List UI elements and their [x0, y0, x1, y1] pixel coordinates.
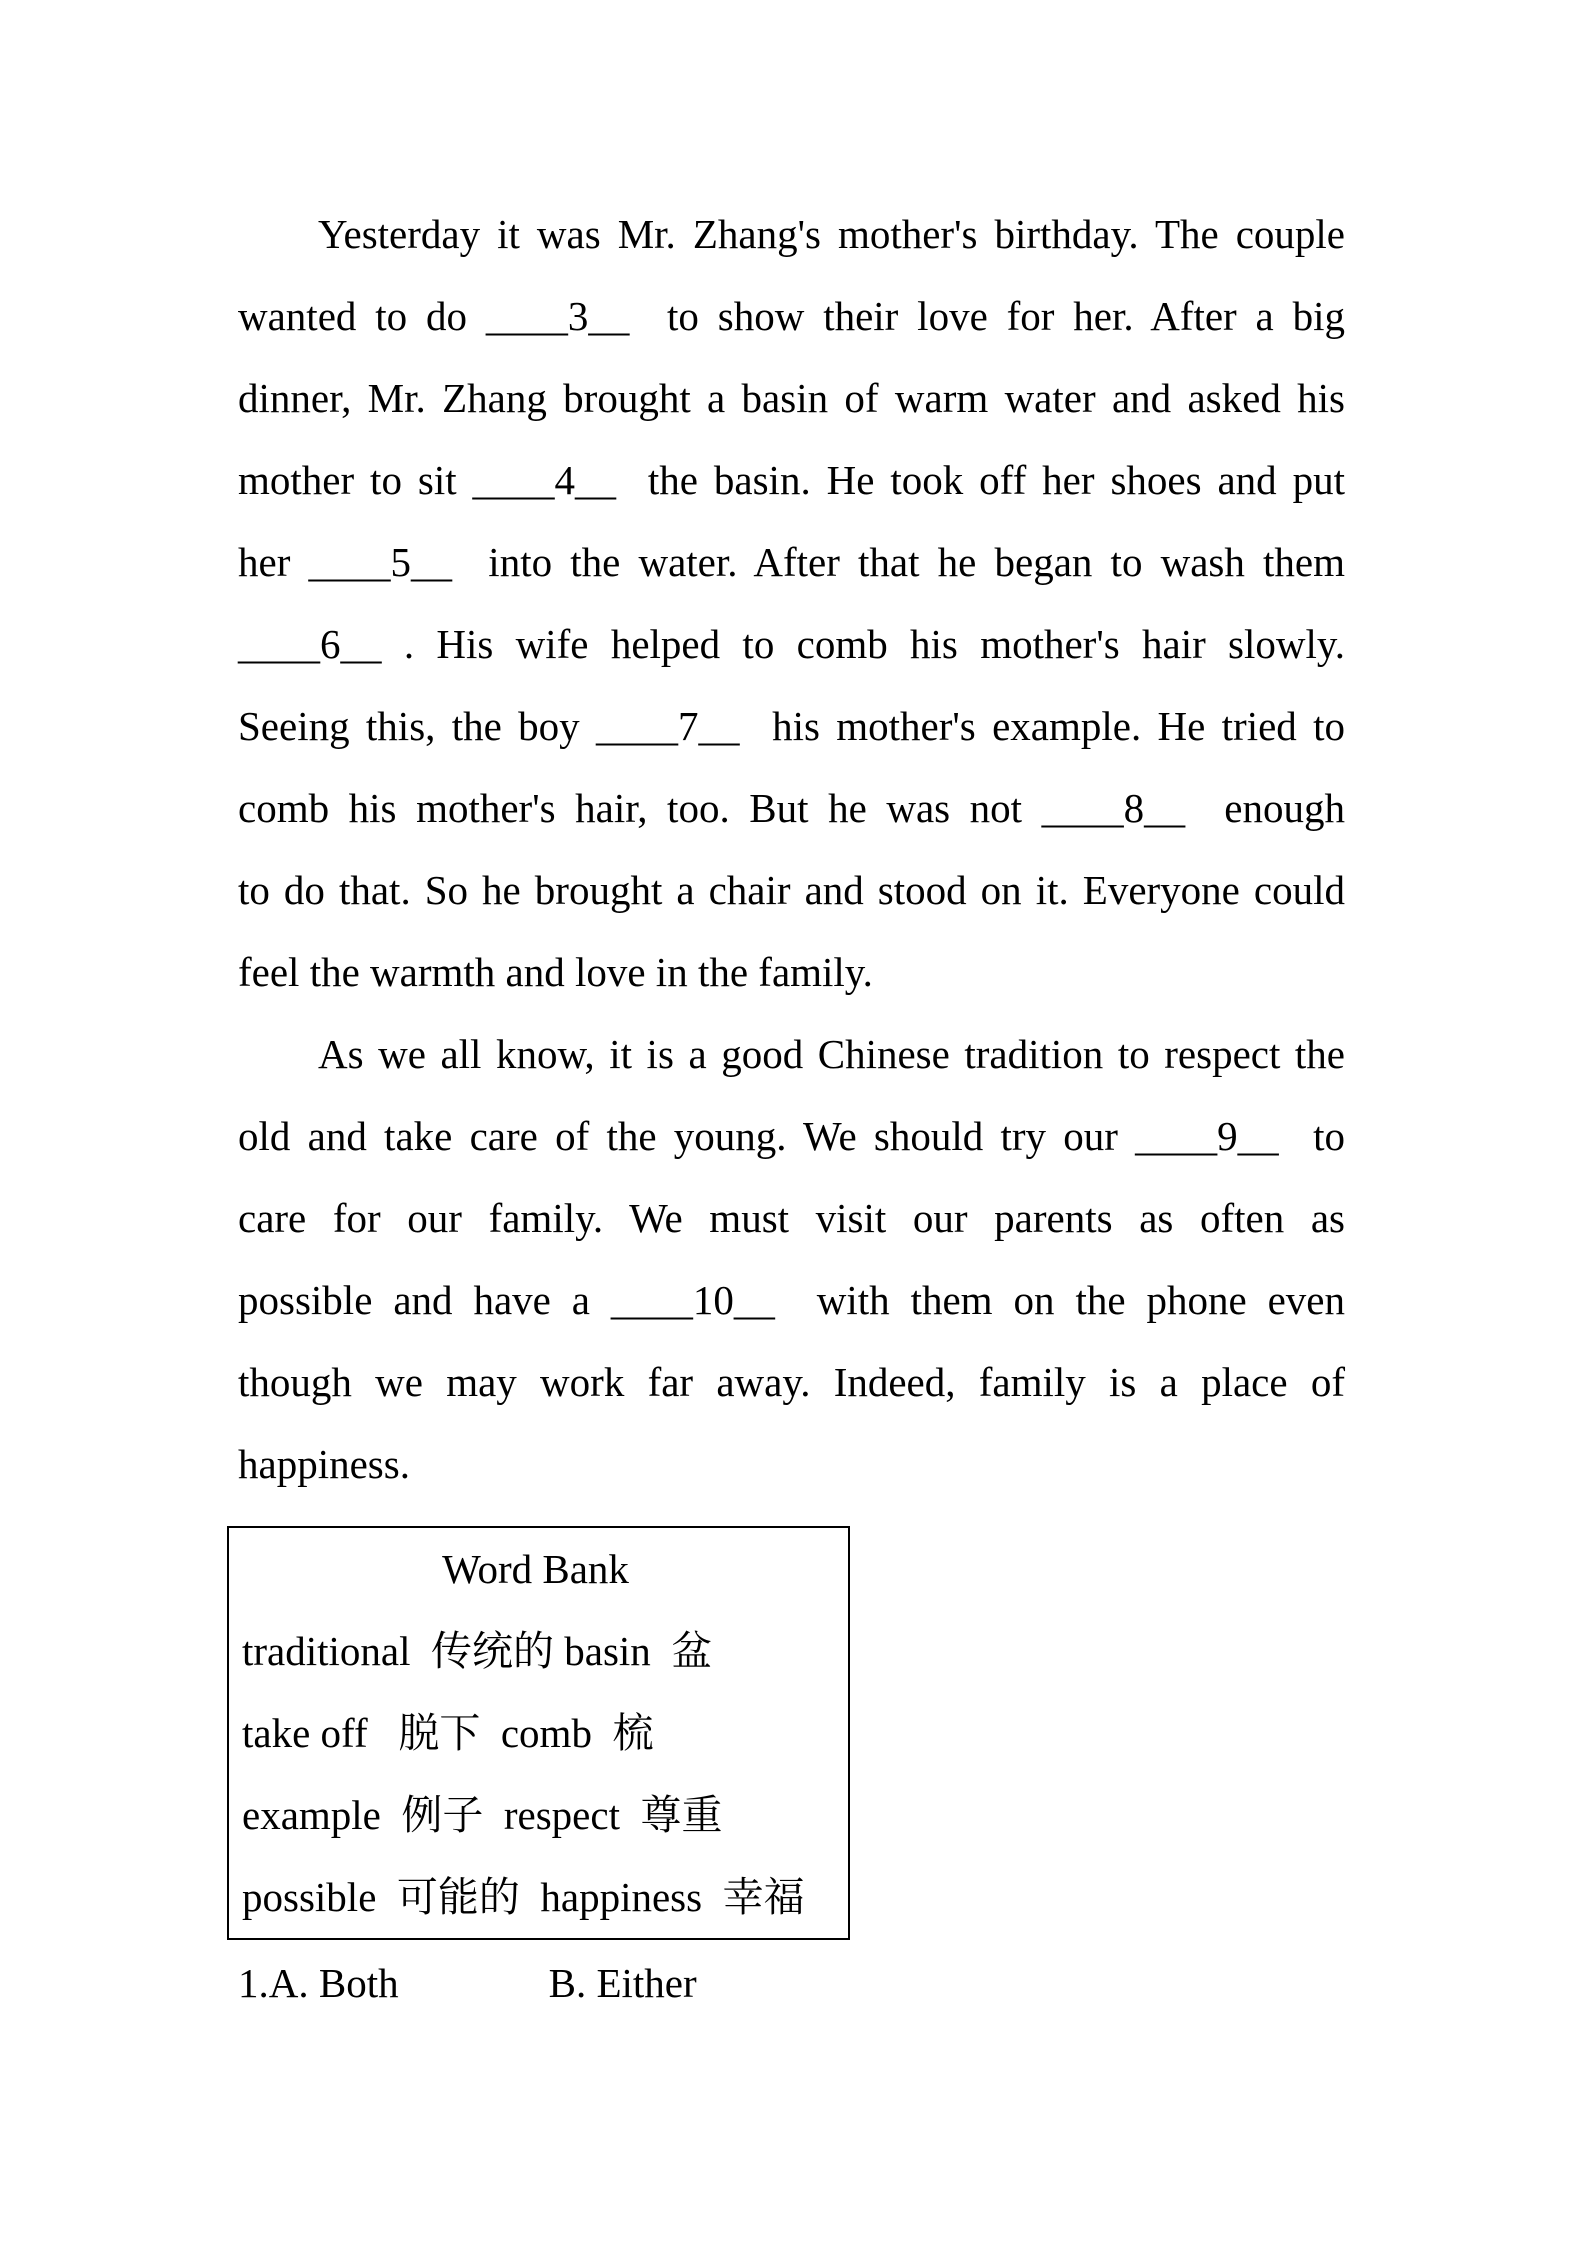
passage-line: happiness. [238, 1441, 410, 1487]
passage-line: to do that. So he brought a chair and stood on it. Everyone could [238, 867, 1345, 913]
passage-line: wanted to do ____3__ to show their love for her. After a big [238, 293, 1345, 339]
passage-line: ____6__ . His wife helped to comb his mother's hair slowly. [238, 621, 1345, 667]
passage-line: Seeing this, the boy ____7__ his mother's example. He tried to [238, 703, 1345, 749]
question-1-option-b: B. Either [548, 1960, 697, 2006]
passage-line: feel the warmth and love in the family. [238, 949, 873, 995]
question-1-option-a: 1.A. Both [238, 1960, 399, 2006]
passage-line: Yesterday it was Mr. Zhang's mother's birthday. The couple [318, 211, 1345, 257]
word-bank-box [227, 1526, 850, 1940]
word-bank-title: Word Bank [442, 1546, 629, 1592]
word-bank-row: traditional 传统的 basin 盆 [242, 1628, 713, 1674]
word-bank-row: possible 可能的 happiness 幸福 [242, 1874, 805, 1920]
passage-line: dinner, Mr. Zhang brought a basin of warm water and asked his [238, 375, 1345, 421]
passage-line: As we all know, it is a good Chinese tradition to respect the [318, 1031, 1345, 1077]
passage-line: old and take care of the young. We should try our ____9__ to [238, 1113, 1345, 1159]
passage-line: though we may work far away. Indeed, family is a place of [238, 1359, 1345, 1405]
word-bank-row: take off 脱下 comb 梳 [242, 1710, 654, 1756]
passage-line: care for our family. We must visit our parents as often as [238, 1195, 1345, 1241]
passage-line: her ____5__ into the water. After that he began to wash them [238, 539, 1345, 585]
question-1-options-line [238, 1942, 697, 2024]
passage-line: comb his mother's hair, too. But he was not ____8__ enough [238, 785, 1345, 831]
passage-line: possible and have a ____10__ with them on the phone even [238, 1277, 1345, 1323]
word-bank-row: example 例子 respect 尊重 [242, 1792, 723, 1838]
passage-line: mother to sit ____4__ the basin. He took off her shoes and put [238, 457, 1345, 503]
cloze-passage [238, 193, 1345, 1505]
